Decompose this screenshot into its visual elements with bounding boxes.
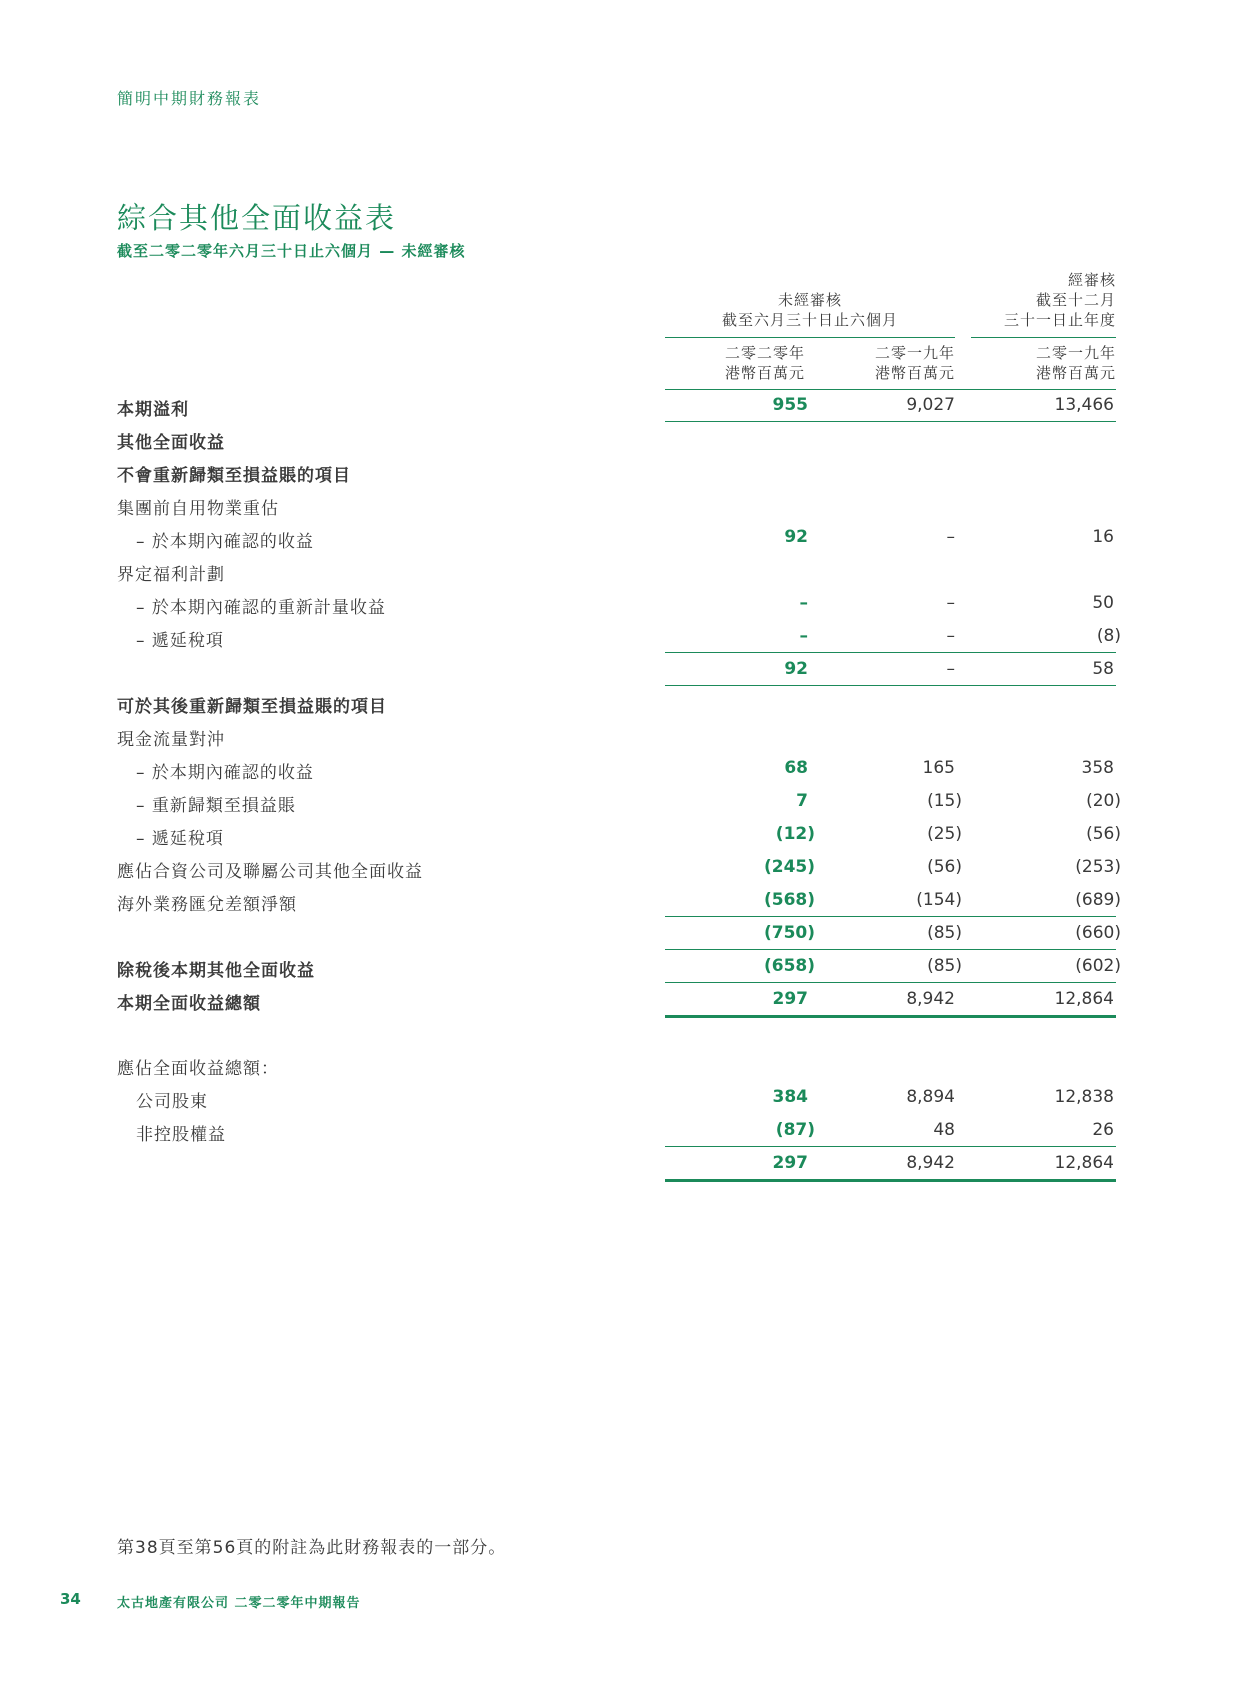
- table-row: [0, 686, 1241, 718]
- table-row: [0, 653, 1241, 685]
- cell-2019-year: 12,864: [1054, 1153, 1114, 1173]
- row-label: 應佔全面收益總額：: [117, 1059, 279, 1079]
- cell-2019-half: (15): [927, 791, 962, 811]
- table-row: [0, 950, 1241, 982]
- header-rule-year: [971, 337, 1116, 338]
- cell-2019-half: –: [946, 593, 955, 613]
- page-subtitle: 截至二零二零年六月三十日止六個月 — 未經審核: [117, 242, 466, 260]
- cell-2020: 7: [796, 791, 808, 811]
- cell-2020: –: [799, 593, 808, 613]
- row-label: 非控股權益: [136, 1125, 226, 1145]
- table-row: [0, 719, 1241, 751]
- cell-2020: (12): [775, 824, 815, 844]
- table-row: [0, 620, 1241, 652]
- cell-2019-half: (85): [927, 923, 962, 943]
- table-row: [0, 422, 1241, 454]
- cell-2019-year: (56): [1086, 824, 1121, 844]
- row-label: 本期溢利: [117, 400, 189, 420]
- table-row: [0, 818, 1241, 850]
- cell-2019-year: 16: [1092, 527, 1114, 547]
- header-year-ended-2: 三十一日止年度: [1003, 311, 1116, 329]
- cell-2019-half: 9,027: [906, 395, 955, 415]
- cell-2019-year: 50: [1092, 593, 1114, 613]
- cell-2020: 92: [784, 659, 808, 679]
- cell-2019-half: (25): [927, 824, 962, 844]
- table-row: [0, 983, 1241, 1015]
- cell-2019-half: (56): [927, 857, 962, 877]
- cell-2020: 297: [772, 1153, 808, 1173]
- cell-2019-year: (8): [1096, 626, 1121, 646]
- cell-2019-year: 358: [1081, 758, 1114, 778]
- row-label: – 遞延稅項: [136, 829, 224, 849]
- cell-2020: 384: [772, 1087, 808, 1107]
- table-row: [0, 851, 1241, 883]
- cell-2019-year: (660): [1075, 923, 1121, 943]
- table-row: [0, 455, 1241, 487]
- col1-year: 二零二零年: [724, 344, 805, 362]
- cell-2020: (568): [763, 890, 815, 910]
- cell-2020: 68: [784, 758, 808, 778]
- cell-2020: (87): [775, 1120, 815, 1140]
- row-label: 除稅後本期其他全面收益: [117, 961, 315, 981]
- cell-2019-half: –: [946, 659, 955, 679]
- cell-2019-year: 26: [1092, 1120, 1114, 1140]
- table-row: [0, 521, 1241, 553]
- cell-2019-year: 12,864: [1054, 989, 1114, 1009]
- cell-2019-year: (20): [1086, 791, 1121, 811]
- row-label: 不會重新歸類至損益賬的項目: [117, 466, 351, 486]
- table-row: [0, 884, 1241, 916]
- header-year-ended-1: 截至十二月: [1035, 291, 1116, 309]
- cell-2019-half: (154): [916, 890, 962, 910]
- cell-2019-half: 165: [922, 758, 955, 778]
- table-row: [0, 917, 1241, 949]
- col2-year: 二零一九年: [874, 344, 955, 362]
- row-label: 可於其後重新歸類至損益賬的項目: [117, 697, 387, 717]
- header-unaudited: 未經審核: [777, 291, 842, 309]
- cell-2019-year: (253): [1075, 857, 1121, 877]
- table-row: [0, 1048, 1241, 1080]
- table-row: [0, 587, 1241, 619]
- cell-2019-half: 8,942: [906, 1153, 955, 1173]
- row-label: 海外業務匯兌差額淨額: [117, 895, 297, 915]
- table-row: [0, 785, 1241, 817]
- cell-2019-half: 8,894: [906, 1087, 955, 1107]
- cell-2019-year: (689): [1075, 890, 1121, 910]
- col2-unit: 港幣百萬元: [874, 364, 955, 382]
- cell-2020: –: [799, 626, 808, 646]
- cell-2019-half: (85): [927, 956, 962, 976]
- cell-2019-year: 58: [1092, 659, 1114, 679]
- table-row: [0, 1081, 1241, 1113]
- cell-2020: (658): [763, 956, 815, 976]
- table-row: [0, 389, 1241, 421]
- header-six-months: 截至六月三十日止六個月: [721, 311, 898, 329]
- cell-2020: (245): [763, 857, 815, 877]
- row-label: 應佔合資公司及聯屬公司其他全面收益: [117, 862, 423, 882]
- header-audited: 經審核: [1067, 271, 1116, 289]
- table-row: [0, 752, 1241, 784]
- row-label: – 重新歸類至損益賬: [136, 796, 296, 816]
- col1-unit: 港幣百萬元: [724, 364, 805, 382]
- row-label: 界定福利計劃: [117, 565, 225, 585]
- cell-2019-half: 8,942: [906, 989, 955, 1009]
- cell-2019-half: –: [946, 527, 955, 547]
- row-label: 集團前自用物業重估: [117, 499, 279, 519]
- total-rule: [665, 1179, 1116, 1182]
- table-row: [0, 554, 1241, 586]
- cell-2019-year: (602): [1075, 956, 1121, 976]
- cell-2020: 955: [772, 395, 808, 415]
- col3-year: 二零一九年: [1035, 344, 1116, 362]
- cell-2020: 297: [772, 989, 808, 1009]
- row-label: 其他全面收益: [117, 433, 225, 453]
- cell-2020: 92: [784, 527, 808, 547]
- row-label: 本期全面收益總額: [117, 994, 261, 1014]
- row-label: 公司股東: [136, 1092, 208, 1112]
- row-label: – 於本期內確認的收益: [136, 763, 314, 783]
- running-head: 簡明中期財務報表: [117, 89, 262, 108]
- total-rule: [665, 1015, 1116, 1018]
- cell-2020: (750): [763, 923, 815, 943]
- row-label: – 於本期內確認的收益: [136, 532, 314, 552]
- table-row: [0, 1114, 1241, 1146]
- row-label: 現金流量對沖: [117, 730, 225, 750]
- cell-2019-half: 48: [933, 1120, 955, 1140]
- page-number: 34: [60, 1590, 81, 1608]
- cell-2019-year: 13,466: [1054, 395, 1114, 415]
- page-title: 綜合其他全面收益表: [117, 201, 397, 235]
- row-label: – 於本期內確認的重新計量收益: [136, 598, 386, 618]
- table-row: [0, 1147, 1241, 1179]
- col3-unit: 港幣百萬元: [1035, 364, 1116, 382]
- table-row: [0, 488, 1241, 520]
- header-rule-six-months: [665, 337, 955, 338]
- footer-text: 太古地產有限公司 二零二零年中期報告: [117, 1596, 361, 1611]
- footnote: 第38頁至第56頁的附註為此財務報表的一部分。: [117, 1538, 507, 1558]
- row-label: – 遞延稅項: [136, 631, 224, 651]
- cell-2019-half: –: [946, 626, 955, 646]
- cell-2019-year: 12,838: [1054, 1087, 1114, 1107]
